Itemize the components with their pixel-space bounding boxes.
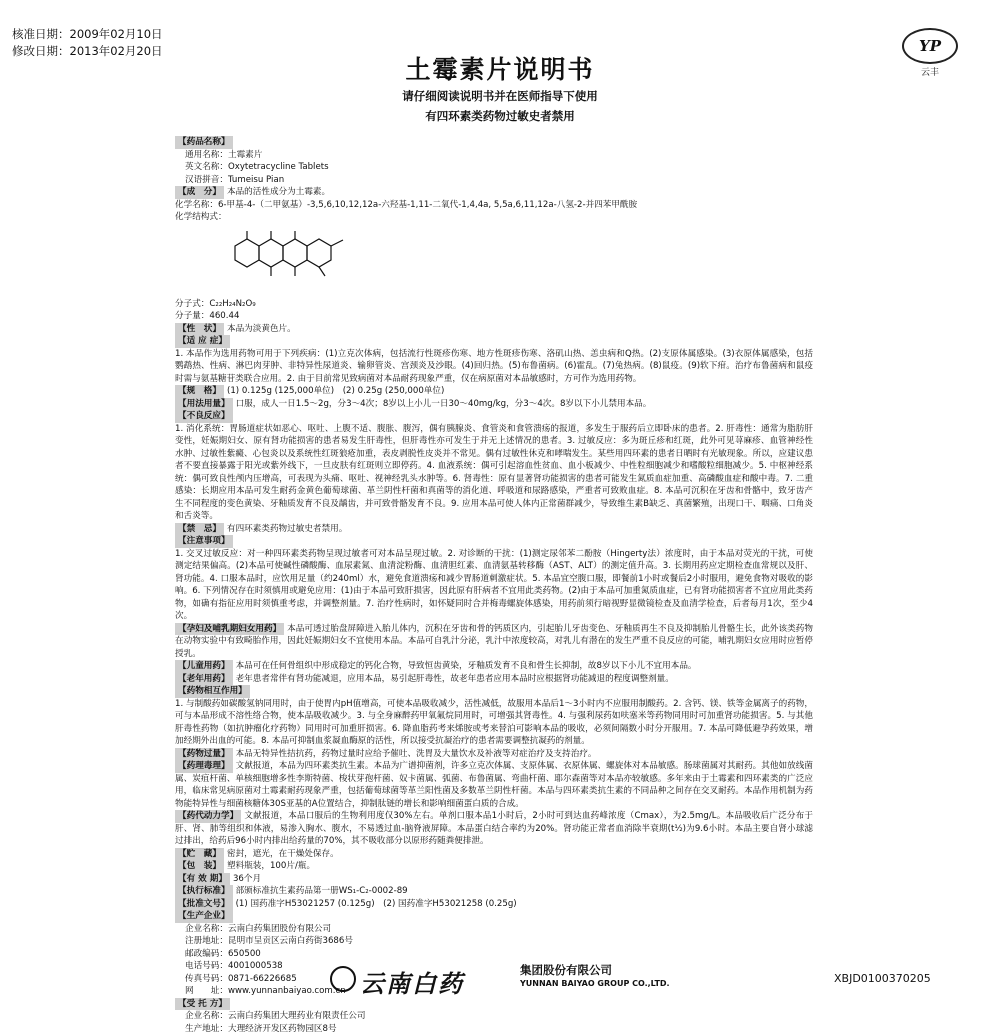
composition-text: 本品的活性成分为土霉素。 — [227, 187, 330, 197]
section-composition — [175, 186, 813, 323]
caution-label: 【注意事项】 — [175, 535, 233, 548]
section-drug-name — [175, 136, 813, 186]
character-label: 【性 状】 — [175, 323, 224, 336]
pregnancy-text: 本品可透过胎盘屏障进入胎儿体内，沉积在牙齿和骨的钙质区内，引起胎儿牙齿变色、牙釉质再生不良及抑制胎儿骨骼生长，此外该类药物在动物实验中有致畸胎作用，因此妊娠期妇女不宜使用本品。本品可自乳汁分泌，乳汁中浓度较高，对乳儿有潜在的发生严重不良反应的可能，哺乳期妇女应用时应暂停授乳。 — [175, 624, 813, 659]
maker-name: 企业名称：云南白药集团股份有限公司 — [185, 923, 813, 936]
section-pharmacology — [175, 760, 813, 810]
section-child — [175, 660, 813, 673]
child-text: 本品可在任何骨组织中形成稳定的钙化合物，导致恒齿黄染，牙釉质发育不良和骨生长抑制，故8岁以下小儿不宜用本品。 — [236, 661, 697, 671]
interact-label: 【药物相互作用】 — [175, 685, 250, 698]
overdose-label: 【药物过量】 — [175, 748, 233, 761]
elderly-text: 老年患者常伴有肾功能减退，应用本品，易引起肝毒性，故老年患者应用本品时应根据肾功能减退的程度调整剂量。 — [236, 674, 674, 684]
spec-text: (1) 0.125g (125,000单位) (2) 0.25g (250,000单位) — [227, 386, 444, 396]
subtitle-read-instructions: 请仔细阅读说明书并在医师指导下使用 — [0, 88, 1000, 104]
chemical-structure-diagram — [175, 226, 813, 296]
contra-label: 【禁 忌】 — [175, 523, 224, 536]
approval-text: (1) 国药准字H53021257 (0.125g) (2) 国药准字H53021258 (0.25g) — [236, 899, 517, 909]
section-standard — [175, 885, 813, 898]
section-specification — [175, 385, 813, 398]
pinyin-name: 汉语拼音：Tumeisu Pian — [185, 174, 813, 187]
character-text: 本品为淡黄色片。 — [227, 324, 296, 334]
section-usage — [175, 398, 813, 411]
elderly-label: 【老年用药】 — [175, 673, 233, 686]
section-validity — [175, 873, 813, 886]
subtitle-allergy-warning: 有四环素类药物过敏史者禁用 — [0, 108, 1000, 124]
chemical-structure-label: 化学结构式： — [175, 211, 813, 224]
molecular-formula: 分子式：C₂₂H₂₄N₂O₉ — [175, 298, 813, 311]
section-adverse — [175, 410, 813, 523]
footer-group-name: 集团股份有限公司 — [520, 962, 612, 978]
leaflet-body — [175, 136, 813, 1035]
drug-name-label: 【药品名称】 — [175, 136, 233, 149]
overdose-text: 本品无特异性拮抗药，药物过量时应给予催吐、洗胃及大量饮水及补液等对症治疗及支持治疗。 — [236, 749, 597, 759]
pharm-label: 【药理毒理】 — [175, 760, 233, 773]
section-package — [175, 860, 813, 873]
storage-text: 密封，遮光，在干燥处保存。 — [227, 849, 339, 859]
section-caution — [175, 535, 813, 623]
section-pregnancy — [175, 623, 813, 661]
section-contraindication — [175, 523, 813, 536]
maker-phone: 电话号码：4001000538 — [185, 960, 813, 973]
section-elderly — [175, 673, 813, 686]
pharm-text: 文献报道，本品为四环素类抗生素。本品为广谱抑菌剂，许多立克次体属、支原体属、衣原体属、螺旋体对本品敏感。肠球菌属对其耐药。其他如放线菌属、炭疽杆菌、单核细胞增多性李斯特菌、梭状芽孢杆菌、奴卡菌属、弧菌、布鲁菌属、弯曲杆菌、耶尔森菌等对本品亦较敏感。多年来由于土霉素和四环素类的广泛应用，临床常见病原菌对土霉素耐药现象严重，包括葡萄球菌等革兰阳性菌及多数革兰阴性杆菌。本品与四环素类抗生素的不同品种之间存在交叉耐药。本品作用机制为药物能特异性与细菌核糖体30S亚基的A位置结合，抑制肽链的增长和影响细菌蛋白质的合成。 — [175, 761, 813, 809]
footer-group-english: YUNNAN BAIYAO GROUP CO.,LTD. — [520, 979, 670, 988]
entrust-label: 【受 托 方】 — [175, 998, 230, 1011]
child-label: 【儿童用药】 — [175, 660, 233, 673]
maker-fax: 传真号码：0871-66226685 — [185, 973, 813, 986]
composition-label: 【成 分】 — [175, 186, 224, 199]
footer — [0, 960, 1000, 996]
document-code: XBJD0100370205 — [834, 972, 931, 985]
pk-label: 【药代动力学】 — [175, 810, 241, 823]
generic-name: 通用名称：土霉素片 — [185, 149, 813, 162]
revise-date: 修改日期：2013年02月20日 — [12, 43, 163, 60]
section-entrusted — [175, 998, 813, 1035]
entrust-address: 生产地址：大理经济开发区药物园区8号 — [185, 1023, 813, 1035]
pregnancy-label: 【孕妇及哺乳期妇女用药】 — [175, 623, 284, 636]
document-title: 土霉素片说明书 — [0, 50, 1000, 86]
molecular-weight: 分子量：460.44 — [175, 310, 813, 323]
maker-website: 网 址：www.yunnanbaiyao.com.cn — [185, 985, 813, 998]
validity-text: 36个月 — [233, 874, 261, 884]
chemical-name: 化学名称：6-甲基-4-（二甲氨基）-3,5,6,10,12,12a-六羟基-1,11-二氧代-1,4,4a, 5,5a,6,11,12a-八氢-2-并四苯甲酰胺 — [175, 199, 813, 212]
logo-emblem: YP — [902, 28, 958, 64]
package-label: 【包 装】 — [175, 860, 224, 873]
standard-text: 部颁标准抗生素药品第一册WS₁-C₂-0002-89 — [236, 886, 408, 896]
section-storage — [175, 848, 813, 861]
section-pharmacokinetics — [175, 810, 813, 848]
section-character — [175, 323, 813, 336]
indication-label: 【适 应 症】 — [175, 335, 230, 348]
maker-zip: 邮政编码：650500 — [185, 948, 813, 961]
maker-address: 注册地址：昆明市呈贡区云南白药街3686号 — [185, 935, 813, 948]
usage-label: 【用法用量】 — [175, 398, 233, 411]
package-text: 塑料瓶装，100片/瓶。 — [227, 861, 315, 871]
logo-caption: 云丰 — [900, 65, 960, 78]
adverse-label: 【不良反应】 — [175, 410, 233, 423]
contra-text: 有四环素类药物过敏史者禁用。 — [227, 524, 347, 534]
validity-label: 【有 效 期】 — [175, 873, 230, 886]
pk-text: 文献报道，本品口服后的生物利用度仅30%左右。单剂口服本品1小时后，2小时可到达血药峰浓度（Cmax），为2.5mg/L。本品吸收后广泛分布于肝、肾、肺等组织和体液，易渗入胸水、腹水，不易透过血-脑脊液屏障。本品蛋白结合率约为20%。肾功能正常者血消除半衰期(t½)为9.6小时。本品主要自肾小球滤过排出，给药后96小时内排出给药量的70%，其不吸收部分以原形药随粪便排泄。 — [175, 811, 813, 846]
entrust-name: 企业名称：云南白药集团大理药业有限责任公司 — [185, 1010, 813, 1023]
maker-label: 【生产企业】 — [175, 910, 233, 923]
section-indication — [175, 335, 813, 385]
section-overdose — [175, 748, 813, 761]
english-name: 英文名称：Oxytetracycline Tablets — [185, 161, 813, 174]
caution-text: 1. 交叉过敏反应：对一种四环素类药物呈现过敏者可对本品呈现过敏。2. 对诊断的干扰：(1)测定尿邻苯二酚胺（Hingerty法）浓度时，由于本品对荧光的干扰，可使测定结果偏高。(2)本品可使碱性磷酸酶、血尿素氮、血清淀粉酶、血清胆红素、血清氨基转移酶（AST、ALT）的测定值升高。3. 长期用药应定期检查血常规以及肝、肾功能。4. 口服本品时，应饮用足量（约240ml）水，避免食道溃疡和减少胃肠道刺激症状。5. 本品宜空腹口服，即餐前1小时或餐后2小时服用，避免食物对吸收的影响。6. 下列情况存在时须慎用或避免应用：(1)由于本品可致肝损害，因此原有肝病者不宜用此类药物。(2)由于本品可加重氮质血症，已有肾功能损害者不宜应用此类药物，如确有指征应用时须慎重考虑，并调整剂量。7. 治疗性病时，如怀疑同时合并梅毒螺旋体感染，用药前须行暗视野显微镜检查及血清学检查，后者每月1次，至少4次。 — [175, 548, 813, 623]
approval-label: 【批准文号】 — [175, 898, 233, 911]
interact-text: 1. 与制酸药如碳酸氢钠同用时，由于使胃内pH值增高，可使本品吸收减少，活性减低，故服用本品后1～3小时内不应服用制酸药。2. 含钙、镁、铁等金属离子的药物，可与本品形成不溶性络合物，使本品吸收减少。3. 与全身麻醉药甲氧氟烷同用时，可增强其肾毒性。4. 与强利尿药如呋塞米等药物同用时可加重肾功能损害。5. 与其他肝毒性药物（如抗肿瘤化疗药物）同用时可加重肝损害。6. 降血脂药考来烯胺或考来替泊可影响本品的吸收，必须间隔数小时分开服用。7. 本品可降低避孕药效果，增加经期外出血的可能。8. 本品可抑制血浆凝血酶原的活性，所以接受抗凝治疗的患者需要调整抗凝药的剂量。 — [175, 698, 813, 748]
standard-label: 【执行标准】 — [175, 885, 233, 898]
usage-text: 口服，成人一日1.5～2g，分3～4次；8岁以上小儿一日30～40mg/kg，分3～4次。8岁以下小儿禁用本品。 — [236, 399, 652, 409]
section-interaction — [175, 685, 813, 748]
footer-brand: 云南白药 — [360, 964, 464, 999]
brand-mark-icon — [330, 966, 356, 992]
structure-svg — [175, 226, 375, 296]
storage-label: 【贮 藏】 — [175, 848, 224, 861]
indication-text: 1. 本品作为选用药物可用于下列疾病：(1)立克次体病，包括流行性斑疹伤寒、地方性斑疹伤寒、洛矶山热、恙虫病和Q热。(2)支原体属感染。(3)衣原体属感染，包括鹦鹉热、性病、淋巴肉芽肿、非特异性尿道炎、输卵管炎、宫颈炎及沙眼。(4)回归热。(5)布鲁菌病。(6)霍乱。(7)兔热病。(8)鼠疫。(9)软下疳。治疗布鲁菌病和鼠疫时需与氨基糖苷类联合应用。2. 由于目前常见致病菌对本品耐药现象严重，仅在病原菌对本品敏感时，方可作为选用药物。 — [175, 348, 813, 386]
adverse-text: 1. 消化系统：胃肠道症状如恶心、呕吐、上腹不适、腹胀、腹泻，偶有胰腺炎、食管炎和食管溃疡的报道，多发生于服药后立即卧床的患者。2. 肝毒性：通常为脂肪肝变性，妊娠期妇女、原有肾功能损害的患者易发生肝毒性，但肝毒性亦可发生于并无上述情况的患者。3. 过敏反应：多为斑丘疹和红斑，此外可见荨麻疹、血管神经性水肿、过敏性紫癜、心包炎以及系统性红斑狼疮加重，表皮剥脱性皮炎并不常见。偶有过敏性休克和哮喘发生。某些用四环素的患者日晒时有光敏现象。所以，应建议患者不要直接暴露于阳光或紫外线下，一旦皮肤有红斑则立即停药。4. 血液系统：偶可引起溶血性贫血、血小板减少、中性粒细胞减少和嗜酸粒细胞减少。5. 中枢神经系统：偶可致良性颅内压增高，可表现为头痛、呕吐、视神经乳头水肿等。6. 肾毒性：原有显著肾功能损害的患者可能发生氮质血症加重、高磷酸血症和酸中毒。7. 二重感染：长期应用本品可发生耐药金黄色葡萄球菌、革兰阴性杆菌和真菌等的消化道、呼吸道和尿路感染，严重者可致败血症。8. 本品可沉积在牙齿和骨骼中，致牙齿产生不同程度的变色黄染、牙釉质发育不良及龋齿，并可致骨骼发育不良。9. 应用本品可使人体内正常菌群减少，导致维生素B缺乏、真菌繁殖，出现口干、咽痛、口角炎和舌炎等。 — [175, 423, 813, 523]
spec-label: 【规 格】 — [175, 385, 224, 398]
approve-date: 核准日期：2009年02月10日 — [12, 26, 163, 43]
section-approval — [175, 898, 813, 911]
